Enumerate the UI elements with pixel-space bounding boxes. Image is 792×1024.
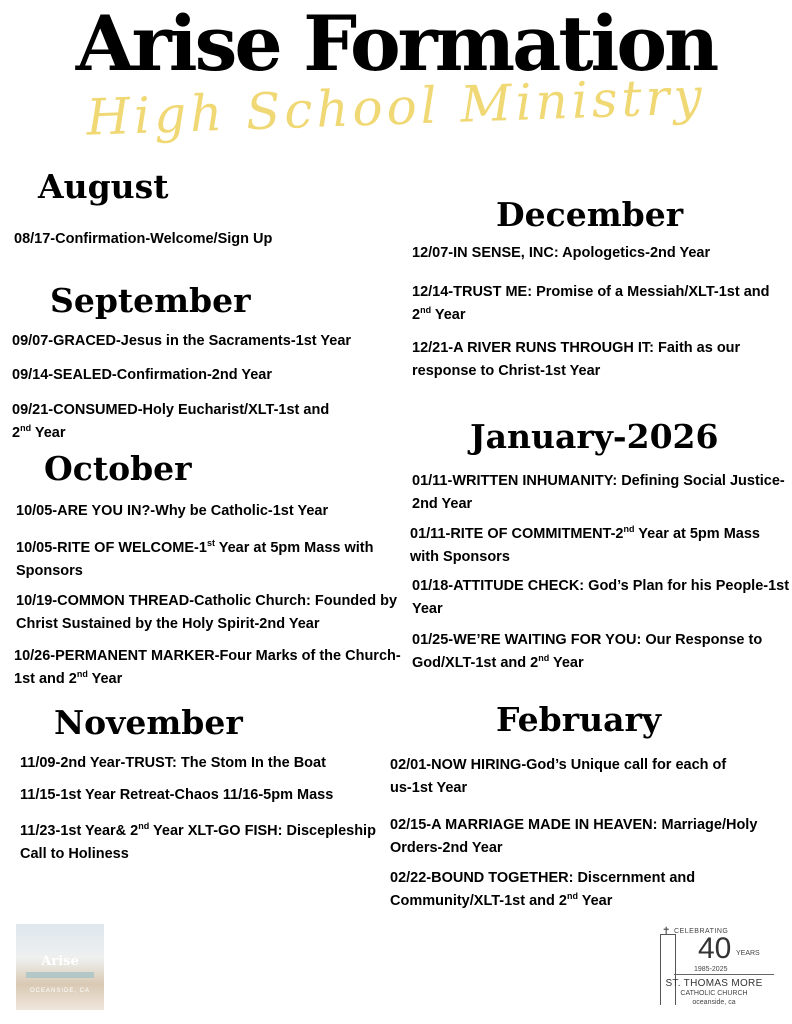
event-item: 02/15-A MARRIAGE MADE IN HEAVEN: Marriage/Holy Orders-2nd Year (390, 817, 758, 856)
event-item: 02/01-NOW HIRING-God’s Unique call for each of us-1st Year (390, 757, 727, 796)
month-heading-december: December (496, 195, 684, 234)
logo-year-range: 1985-2025 (694, 966, 728, 973)
event-item: 09/14-SEALED-Confirmation-2nd Year (12, 367, 272, 383)
event-item: 11/15-1st Year Retreat-Chaos 11/16-5pm Mass (20, 787, 334, 803)
logo-church-type: CATHOLIC CHURCH (680, 990, 748, 997)
event-item: 10/05-RITE OF WELCOME-1st Year at 5pm Mass with Sponsors (16, 538, 374, 579)
event-item: 01/11-WRITTEN INHUMANITY: Defining Social Justice- 2nd Year (412, 473, 785, 512)
event-item: 10/05-ARE YOU IN?-Why be Catholic-1st Year (16, 503, 329, 519)
event-item: 11/09-2nd Year-TRUST: The Stom In the Boat (20, 755, 326, 771)
event-item: 12/07-IN SENSE, INC: Apologetics-2nd Year (412, 245, 711, 261)
event-item: 10/26-PERMANENT MARKER-Four Marks of the Church- 1st and 2nd Year (14, 648, 401, 687)
st-thomas-more-logo (654, 926, 774, 1016)
event-item: 01/18-ATTITUDE CHECK: God’s Plan for his People-1st Year (412, 578, 790, 617)
logo-anniversary-number: 40 (698, 932, 732, 965)
event-item: 12/14-TRUST ME: Promise of a Messiah/XLT-1st and 2nd Year (412, 284, 770, 323)
logo-years: YEARS (736, 950, 760, 957)
month-heading-august: August (38, 167, 169, 206)
event-item: 11/23-1st Year& 2nd Year XLT-GO FISH: Discepleship Call to Holiness (20, 821, 376, 862)
month-heading-february: February (496, 700, 662, 739)
arise-logo-city: OCEANSIDE, CA (29, 988, 90, 994)
logo-celebrating: CELEBRATING (674, 928, 729, 935)
logo-divider (674, 974, 774, 975)
month-heading-november: November (54, 703, 243, 742)
event-item: 10/19-COMMON THREAD-Catholic Church: Founded by Christ Sustained by the Holy Spirit-2nd Year (16, 593, 398, 632)
event-item: 12/21-A RIVER RUNS THROUGH IT: Faith as our response to Christ-1st Year (412, 340, 741, 379)
page-title: Arise Formation (75, 0, 717, 88)
month-heading-october: October (44, 449, 192, 488)
event-item: 01/11-RITE OF COMMITMENT-2nd Year at 5pm Mass with Sponsors (410, 524, 760, 565)
event-item: 01/25-WE’RE WAITING FOR YOU: Our Response to God/XLT-1st and 2nd Year (412, 632, 763, 671)
page-subtitle: High School Ministry (85, 67, 707, 147)
month-heading-september: September (50, 281, 251, 320)
arise-logo (16, 924, 104, 1010)
logo-wave-strip (26, 972, 94, 978)
event-item: 09/21-CONSUMED-Holy Eucharist/XLT-1st and 2nd Year (12, 402, 330, 441)
arise-logo-title: Arise (41, 954, 79, 969)
event-item: 09/07-GRACED-Jesus in the Sacraments-1st Year (12, 333, 352, 349)
cross-icon: ✝ (662, 926, 671, 937)
logo-town: oceanside, ca (692, 999, 736, 1006)
logo-church-name: ST. THOMAS MORE (665, 978, 763, 989)
event-item: 08/17-Confirmation-Welcome/Sign Up (14, 231, 273, 247)
event-item: 02/22-BOUND TOGETHER: Discernment and Community/XLT-1st and 2nd Year (390, 870, 696, 909)
month-heading-january: January-2026 (470, 417, 719, 456)
